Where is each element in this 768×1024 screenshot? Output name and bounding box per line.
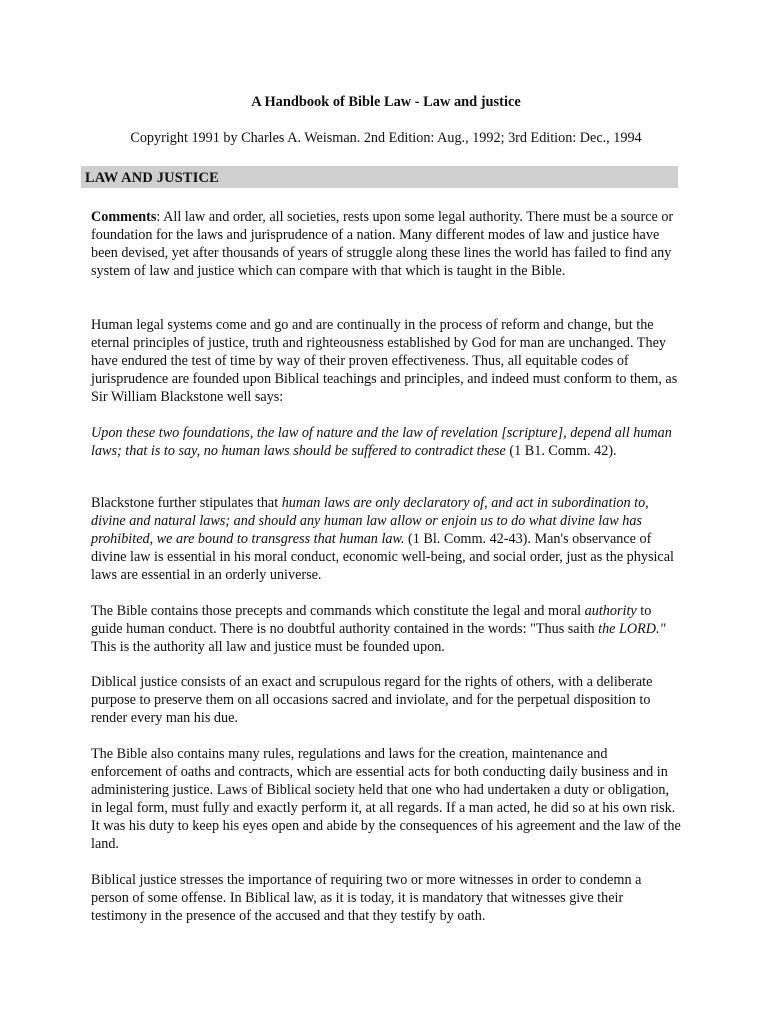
paragraph-human-legal-systems: Human legal systems come and go and are continually in the process of reform and change, but the eternal principles of justice, truth and righteousness established by God for man are unchanged. They have endured the test of time by way of their proven effectiveness. Thus, all equitable codes of jurisprudence are founded upon Biblical teachings and principles, and indeed must conform to them, as Sir William Blackstone well says: (91, 317, 678, 405)
document-title: A Handbook of Bible Law - Law and justice (251, 94, 521, 110)
section-header-bar (81, 166, 678, 188)
p5-a: The Bible contains those precepts and commands which constitute the legal and moral (91, 603, 585, 619)
comments-label: Comments (91, 209, 157, 225)
paragraph-blackstone-stipulates (91, 494, 681, 584)
copyright-line: Copyright 1991 by Charles A. Weisman. 2nd Edition: Aug., 1992; 3rd Edition: Dec., 1994 (130, 130, 642, 146)
paragraph-oaths-contracts: The Bible also contains many rules, regulations and laws for the creation, maintenance and enforcement of oaths and contracts, which are essential acts for both conducting daily business and in administering justice. Laws of Biblical society held that one who had undertaken a duty or obligation, in legal form, must fully and exactly perform it, at all regards. If a man acted, he did so at his own risk. It was his duty to keep his eyes open and abide by the consequences of his agreement and the law of the land. (91, 746, 681, 852)
paragraph-blackstone-quote (91, 424, 681, 460)
p5-c: This is the authority all law and justice must be founded upon. (91, 639, 445, 655)
p5-b: to guide human conduct. There is no doubtful authority contained in the words: "Thus saith (91, 603, 652, 637)
p4-rest: (1 Bl. Comm. 42-43). Man's observance of divine law is essential in his moral conduct, economic well-being, and social order, just as the physical laws are essential in an orderly universe. (91, 531, 674, 583)
paragraph-witnesses: Biblical justice stresses the importance of requiring two or more witnesses in order to condemn a person of some offense. In Biblical law, as it is today, it is mandatory that witnesses give their testimony in the presence of the accused and that they testify by oath. (91, 872, 642, 924)
blackstone-quote-text: Upon these two foundations, the law of nature and the law of revelation [scripture], depend all human laws; that is to say, no human laws should be suffered to contradict these (91, 425, 672, 459)
p5-lord: the LORD." (598, 621, 666, 637)
p4-quote: human laws are only declaratory of, and act in subordination to, divine and natural laws; and should any human law allow or enjoin us to do what divine law has prohibited, we are bound to transgress that human law. (91, 495, 649, 547)
paragraph-biblical-justice: Diblical justice consists of an exact and scrupulous regard for the rights of others, with a deliberate purpose to preserve them on all occasions sacred and inviolate, and for the perpetual disposition to render every man his due. (91, 674, 653, 726)
paragraph-comments (91, 208, 681, 280)
blackstone-citation: (1 B1. Comm. 42). (505, 443, 617, 459)
paragraph-bible-authority (91, 602, 681, 656)
comments-text: : All law and order, all societies, rests upon some legal authority. There must be a source or foundation for the laws and jurisprudence of a nation. Many different modes of law and justice have been devised, yet after thousands of years of struggle along these lines the world has failed to find any system of law and justice which can compare with that which is taught in the Bible. (91, 209, 674, 279)
section-heading: LAW AND JUSTICE (85, 170, 219, 186)
p5-authority: authority (584, 603, 637, 619)
p4-lead: Blackstone further stipulates that (91, 495, 282, 511)
